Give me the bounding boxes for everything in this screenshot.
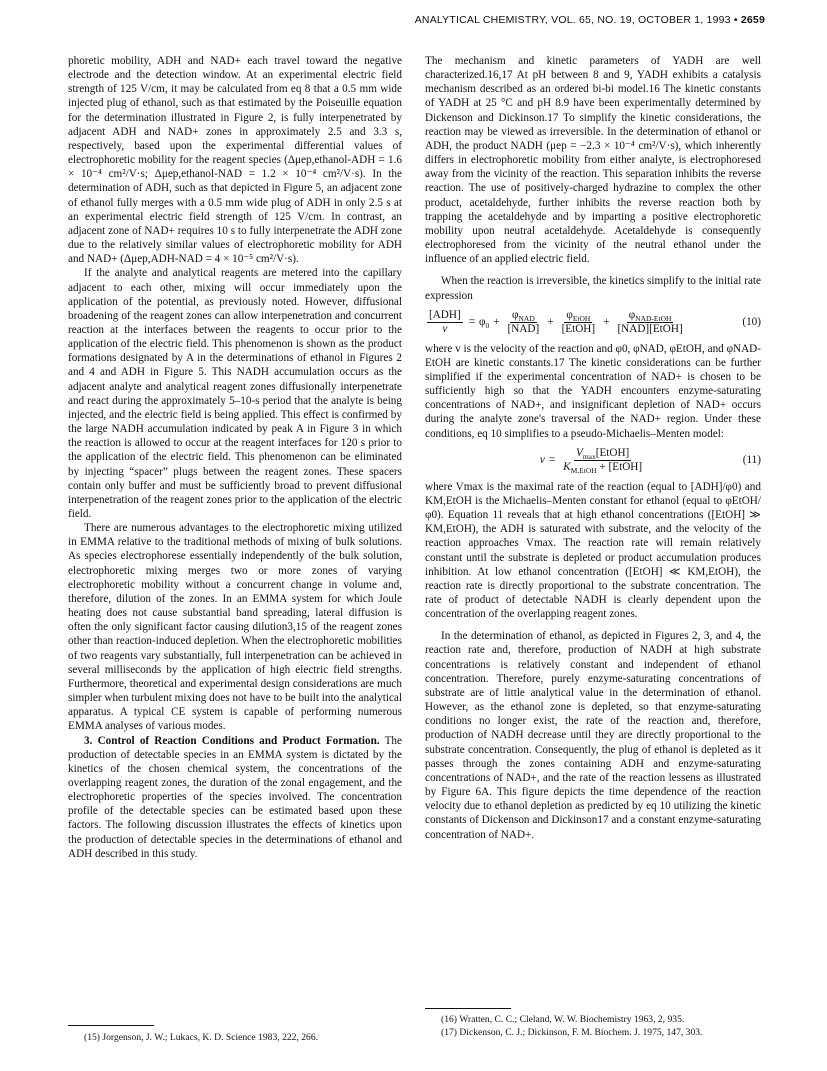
paragraph: When the reaction is irreversible, the kinetics simplify to the initial rate expression bbox=[425, 275, 761, 302]
equation-number: (10) bbox=[742, 316, 761, 329]
paragraph: phoretic mobility, ADH and NAD+ each travel toward the negative electrode and the detection window. At an experimental electric field strength of 125 V/cm, it may be calculated from eq 8 that a 0.5 mm wide injected plug of ethanol, such as that estimated by the Poiseuille equation for the determination illustrated in Figure 2, is fully interpenetrated by adjacent ADH and NAD+ zones in approximately 2.5 and 3.3 s, respectively, based upon the experimental differential values of electrophoretic mobility for the reagent species (Δμep,ethanol-ADH = 1.6 × 10⁻⁴ cm²/V·s; Δμep,ethanol-NAD = 1.2 × 10⁻⁴ cm²/V·s). In the determination of ADH, such as that depicted in Figure 5, an adjacent zone of ethanol fully merges with a 0.5 mm wide plug of ADH in only 2.5 s at an experimental electric field strength of 125 V/cm. In contrast, an adjacent zone of NAD+ requires 10 s to fully interpenetrate the ADH zone due to the relatively similar values of electrophoretic mobility for ADH and NAD+ (Δμep,ADH-NAD = 4 × 10⁻⁵ cm²/V·s). bbox=[68, 55, 402, 266]
paragraph: where Vmax is the maximal rate of the reaction (equal to [ADH]/φ0) and KM,EtOH is the Michaelis–Menten constant for ethanol (equal to φEtOH/φ0). Equation 11 reveals that at high ethanol concentrations ([EtOH] ≫ KM,EtOH), the ADH is saturated with substrate, and the velocity of the reaction approaches Vmax. The reaction rate will remain relatively constant until the substrate is depleted or product accumulation produces inhibition. At low ethanol concentration ([EtOH] ≪ KM,EtOH), the reaction rate is directly proportional to the substrate concentration. The rate of product of detectable NADH is clearly dependent upon the concentration of the overlapping reagent zones. bbox=[425, 480, 761, 621]
equation-11-body: v = $\frac{V_{max}[EtOH]}{K_{M,EtOH} + [EtOH]}$ bbox=[539, 446, 643, 475]
paragraph: The mechanism and kinetic parameters of YADH are well characterized.16,17 At pH between 8 and 9, YADH exhibits a catalysis mechanism described as an ordered bi-bi model.16 The kinetic constants of YADH at 25 °C and pH 8.9 have been experimentally determined by Dickenson and Dickinson.17 To simplify the kinetic considerations, the reaction may be viewed as irreversible. In the determination of ethanol or ADH, the product NADH (μep = −2.3 × 10⁻⁴ cm²/V·s), which inherently differs in electrophoretic mobility from either analyte, is electrophoresed away from the vicinity of the reaction. This separation inhibits the reverse reaction. The use of positively-charged hydrazine to complex the other product, acetaldehyde, further inhibits the reverse reaction both by trapping the acetaldehyde and by imparting a positive electrophoretic mobility upon neutral acetaldehyde. Acetaldehyde is consequently electrophoresed from the vicinity of the neutral ethanol under the influence of an applied electric field. bbox=[425, 55, 761, 266]
equation-10-body: $\frac{\text{[ADH]}}{v}$ = $\varphi_0$ + $\frac{\varphi_{NAD}}{\text{[NAD]}}$ + $\frac{\varphi_{EtOH}}{\text{[EtOH]}}$ + $\frac{\varphi_{NAD-EtOH}}{\text{[NAD][EtOH]}}$ bbox=[429, 308, 683, 335]
right-column bbox=[425, 54, 761, 842]
footnote-16: (16) Wratten, C. C.; Cleland, W. W. Biochemistry 1963, 2, 935. bbox=[441, 1014, 685, 1025]
footnote-17: (17) Dickenson, C. J.; Dickinson, F. M. Biochem. J. 1975, 147, 303. bbox=[441, 1027, 703, 1038]
section-paragraph bbox=[68, 734, 402, 861]
running-header bbox=[415, 14, 765, 26]
equation-10 bbox=[425, 309, 761, 336]
footnote-rule-right bbox=[425, 1008, 511, 1009]
footnote-rule-left bbox=[68, 1025, 154, 1026]
section-body: The production of detectable species in an EMMA system is dictated by the kinetics of the chosen chemical system, the concentrations of the overlapping reagent zones, the duration of the zonal engagement, and the electrophoretic properties of the species involved. The concentration profile of the detectable species can be estimated based upon these factors. The following discussion illustrates the effects of kinetics upon the production of detectable species in the determinations of ethanol and ADH described in this study. bbox=[68, 734, 402, 860]
paragraph: where v is the velocity of the reaction and φ0, φNAD, φEtOH, and φNAD-EtOH are kinetic constants.17 The kinetic considerations can be further simplified if the experimental concentration of NAD+ is chosen to be sufficiently high so that the YADH encounters enzyme-saturating concentrations of NAD+, and insignificant depletion of NAD+ occurs during the analyte zone's traversal of the NAD+ region. Under these conditions, eq 10 simplifies to a pseudo-Michaelis–Menten model: bbox=[425, 342, 761, 440]
footnote-15: (15) Jorgenson, J. W.; Lukacs, K. D. Science 1983, 222, 266. bbox=[84, 1032, 319, 1043]
page-number: 2659 bbox=[740, 14, 765, 26]
equation-11 bbox=[425, 447, 761, 474]
journal-citation: ANALYTICAL CHEMISTRY, VOL. 65, NO. 19, OCTOBER 1, 1993 • bbox=[414, 14, 738, 26]
paragraph: If the analyte and analytical reagents are metered into the capillary adjacent to each other, mixing will occur immediately upon the application of the potential, as previously noted. However, diffusional broadening of the reagent zones can allow interpenetration and concurrent reaction at the interfaces between the reagents to occur prior to the application of the electric field. This phenomenon is shown as the product formations designated by A in the determinations of ethanol in Figures 2 and 4 and ADH in Figure 5. This NADH accumulation occurs as the adjacent analyte and analytical reagent zones diffusionally interpenetrate and react during the approximately 5–10-s period that the analyte is being injected, and the electric field is being applied. This effect is confirmed by the large NADH accumulation indicated by peak A in Figure 3 in which the reaction is allowed to occur at the reagent interfaces for 120 s prior to the application of the electric field. This phenomenon can be eliminated by injecting “spacer” plugs between the reagent zones. These spacers contain only buffer and must be sufficiently broad to prevent diffusional interpenetration of the reagent zones prior to the application of the electric field. bbox=[68, 267, 402, 520]
section-heading: 3. Control of Reaction Conditions and Product Formation. bbox=[84, 734, 380, 747]
paragraph: In the determination of ethanol, as depicted in Figures 2, 3, and 4, the reaction rate and, therefore, production of NADH at high substrate concentrations is relatively constant and independent of ethanol concentration. Therefore, purely enzyme-saturating concentrations of substrate are of little analytical value in the determination of ethanol. However, as the ethanol zone is depleted, so that enzyme-saturating conditions no longer exist, the rate of the reaction and, therefore, production of NADH decrease until they are directly proportional to the substrate concentration. Consequently, the plug of ethanol is depleted as it passes through the zones containing ADH and enzyme-saturating concentrations of NAD+, and the rate of the reaction lessens as illustrated by Figure 6A. This figure depicts the time dependence of the reaction velocity due to ethanol depletion as predicted by eq 10 utilizing the kinetic constants of Dickenson and Dickinson17 and a constant enzyme-saturating concentration of NAD+. bbox=[425, 630, 761, 841]
paragraph: There are numerous advantages to the electrophoretic mixing utilized in EMMA relative to the traditional methods of mixing of bulk solutions. As species electrophorese essentially independently of the bulk solution, electrophoretic mixing merges two or more zones of varying electrophoretic mobility without a concurrent change in volume and, therefore, dilution of the zones. In an EMMA system for which Joule heating does not cause substantial band spreading, lateral diffusion is often the only significant factor causing dilution3,15 of the reagent zones other than reaction-induced depletion. When the electrophoretic mobilities of two reagents vary substantially, full interpenetration can be achieved in several milliseconds by the application of high electric field strengths. Furthermore, theoretical and experimental design considerations are much simpler when turbulent mixing does not have to be built into the analytical apparatus. A typical CE system is capable of performing numerous EMMA analyses of various modes. bbox=[68, 522, 402, 733]
equation-number: (11) bbox=[742, 454, 761, 467]
left-column bbox=[68, 54, 402, 861]
